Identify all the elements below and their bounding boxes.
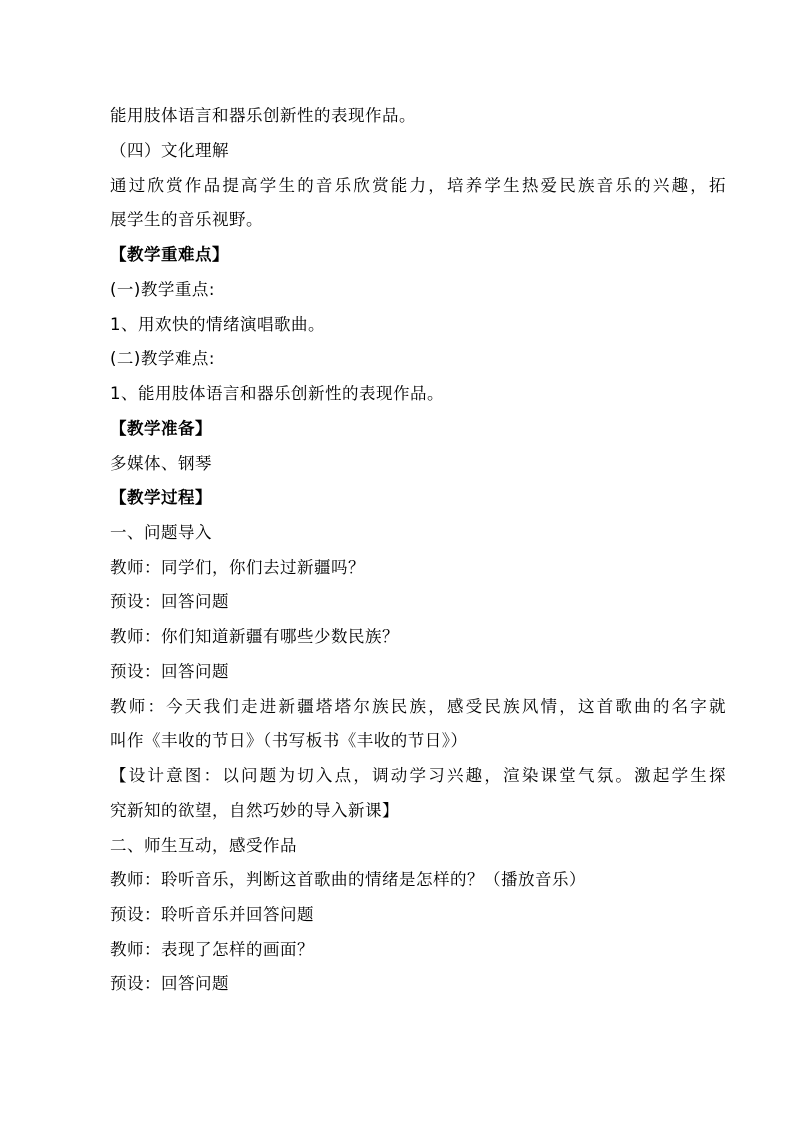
heading-key-difficult-points: 【教学重难点】 (110, 245, 229, 264)
dialogue-line: 教师：表现了怎样的画面？ (110, 940, 314, 959)
preparation-items: 多媒体、钢琴 (110, 454, 212, 473)
heading-process: 【教学过程】 (110, 488, 212, 507)
dialogue-line-continued: 叫作《丰收的节日》（书写板书《丰收的节日》） (110, 731, 468, 750)
dialogue-line: 预设：聆听音乐并回答问题 (110, 905, 314, 924)
dialogue-line: 教师：同学们，你们去过新疆吗？ (110, 558, 365, 577)
heading-preparation: 【教学准备】 (110, 419, 212, 438)
step-2-heading: 二、师生互动，感受作品 (110, 836, 297, 855)
design-intent-line-1: 【设计意图：以问题为切入点，调动学习兴趣，渲染课堂气氛。激起学生探 (110, 766, 726, 785)
section-heading-culture: （四）文化理解 (110, 141, 229, 160)
subheading-difficult-points: (二)教学难点: (110, 349, 215, 368)
dialogue-line: 教师：你们知道新疆有哪些少数民族？ (110, 627, 399, 646)
difficult-point-1: 1、能用肢体语言和器乐创新性的表现作品。 (110, 384, 444, 403)
subheading-key-points: (一)教学重点: (110, 280, 215, 299)
dialogue-line: 预设：回答问题 (110, 592, 229, 611)
key-point-1: 1、用欢快的情绪演唱歌曲。 (110, 315, 325, 334)
design-intent-line-2: 究新知的欲望，自然巧妙的导入新课】 (110, 801, 399, 820)
dialogue-line: 教师：聆听音乐，判断这首歌曲的情绪是怎样的？（播放音乐） (110, 870, 586, 889)
culture-paragraph-line-1: 通过欣赏作品提高学生的音乐欣赏能力，培养学生热爱民族音乐的兴趣，拓 (110, 176, 726, 195)
culture-paragraph-line-2: 展学生的音乐视野。 (110, 210, 263, 229)
dialogue-line: 预设：回答问题 (110, 974, 229, 993)
step-1-heading: 一、问题导入 (110, 523, 212, 542)
objective-line: 能用肢体语言和器乐创新性的表现作品。 (110, 106, 416, 125)
dialogue-line: 预设：回答问题 (110, 662, 229, 681)
dialogue-line: 教师：今天我们走进新疆塔塔尔族民族，感受民族风情，这首歌曲的名字就 (110, 697, 726, 716)
